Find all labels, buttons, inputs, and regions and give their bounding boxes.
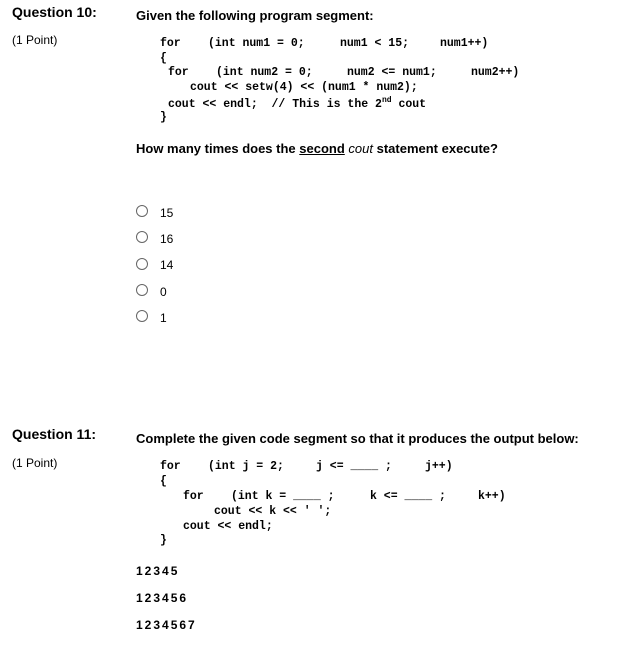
code-line: for [160, 460, 181, 473]
question-11-prompt: Complete the given code segment so that it produces the output below: [136, 431, 579, 446]
question-11-points: (1 Point) [12, 456, 58, 470]
code-line: cout << endl; [183, 520, 273, 533]
code-line: } [160, 534, 167, 547]
question-11-number: Question 11: [12, 426, 97, 442]
code-line: j <= ____ ; [316, 460, 392, 473]
code-line: j++) [425, 460, 453, 473]
output-line: 123456 [136, 591, 189, 605]
question-text: How many times does the [136, 141, 300, 156]
option-radio[interactable] [136, 284, 148, 296]
code-line: cout << k << ' '; [214, 505, 332, 518]
code-line: for [183, 490, 204, 503]
output-line: 1234567 [136, 618, 197, 632]
code-line: (int j = 2; [208, 460, 284, 473]
option-radio[interactable] [136, 258, 148, 270]
option-label: 15 [160, 206, 174, 220]
question-10-prompt: Given the following program segment: [136, 8, 374, 23]
code-line: k++) [478, 490, 506, 503]
code-line: { [160, 475, 167, 488]
code-line: cout << setw(4) << (num1 * num2); [190, 81, 418, 94]
code-text: cout << endl; // This is the 2 [168, 97, 382, 111]
output-line: 12345 [136, 564, 180, 578]
question-italic: cout [348, 141, 373, 156]
code-line: num1++) [440, 37, 489, 50]
question-text: statement execute? [372, 141, 498, 156]
question-10-text [136, 141, 498, 156]
option-radio[interactable] [136, 205, 148, 217]
option-label: 16 [160, 232, 174, 246]
code-line: num1 < 15; [340, 37, 410, 50]
code-line: (int num2 = 0; [216, 66, 313, 79]
code-line: num2 <= num1; [347, 66, 437, 79]
code-line: (int k = ____ ; [231, 490, 335, 503]
code-line: (int num1 = 0; [208, 37, 305, 50]
question-10-number: Question 10: [12, 4, 97, 20]
code-line: for [160, 37, 181, 50]
code-line: { [160, 52, 167, 65]
code-line: for [168, 66, 189, 79]
option-radio[interactable] [136, 310, 148, 322]
question-10-points: (1 Point) [12, 33, 58, 47]
question-emphasis: second [299, 141, 345, 156]
code-text: cout [391, 97, 427, 111]
code-line: } [160, 111, 167, 124]
option-label: 1 [160, 311, 167, 325]
option-label: 0 [160, 285, 167, 299]
superscript: nd [381, 96, 392, 105]
code-line [168, 96, 426, 111]
option-radio[interactable] [136, 231, 148, 243]
option-label: 14 [160, 258, 174, 272]
code-line: num2++) [471, 66, 520, 79]
code-line: k <= ____ ; [370, 490, 446, 503]
